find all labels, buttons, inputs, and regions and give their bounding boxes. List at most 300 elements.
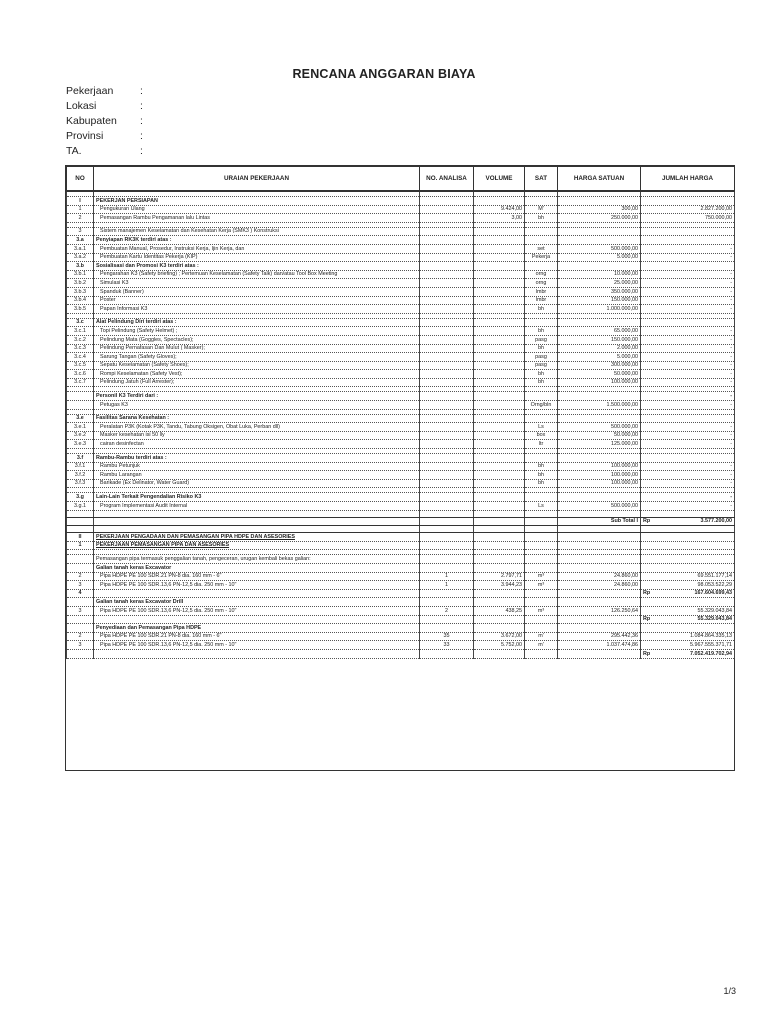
table-row [67,205,735,214]
cell-uraian: Papan Informasi K3 [94,305,420,314]
cell-volume: 3.944,23 [474,581,525,590]
table-header [67,167,735,192]
cell-jumlah [641,414,735,423]
cell-no [67,624,94,633]
cell-volume [474,370,525,379]
cell-sat: m³ [525,572,558,581]
cell-jumlah [641,589,735,598]
cell-sat: pasg [525,353,558,362]
cell-uraian: Pembuatan Manual, Prosedur, Instruksi Kerja, Ijin Kerja, dan [94,244,420,253]
col-harga-satuan: HARGA SATUAN [558,167,641,192]
cell-no [67,615,94,624]
cell-harga [558,197,641,206]
cell-harga [558,589,641,598]
cell-uraian: Alat Pelindung Diri terdiri atas : [94,318,420,327]
table-row [67,236,735,245]
cell-no: 3.c.6 [67,370,94,379]
cell-volume [474,563,525,572]
cell-analisa [420,423,474,432]
cell-harga: 1.000.000,00 [558,305,641,314]
cell-uraian: Lain-Lain Terkait Pengendalian Risiko K3 [94,493,420,502]
cell-volume [474,227,525,236]
cell-harga: 500.000,00 [558,502,641,511]
cell-harga [558,493,641,502]
cell-harga: 295.442,36 [558,632,641,641]
amount: 7.052.419.702,94 [690,650,732,657]
cell-jumlah [641,197,735,206]
cell-harga: 500.000,00 [558,244,641,253]
table-row [67,454,735,463]
cell-uraian: Pengarahan K3 (Safety briefing) ; Pertemuan Keselamatan (Safety Talk) dan/atau Tool Box Meeting [94,270,420,279]
cell-harga: 126.250,64 [558,606,641,615]
col-uraian: URAIAN PEKERJAAN [94,167,420,192]
cell-harga: 1.500.000,00 [558,401,641,410]
amount: 167.604.699,43 [694,590,732,597]
cell-harga: 100.000,00 [558,462,641,471]
cell-volume: 3.672,00 [474,632,525,641]
cell-harga [558,541,641,550]
cell-jumlah [641,541,735,550]
cell-sat [525,318,558,327]
cell-jumlah: - [641,423,735,432]
cell-no: 3.c [67,318,94,327]
table-row [67,344,735,353]
cell-sat: bh [525,378,558,387]
cell-no: 3.f.1 [67,462,94,471]
cell-jumlah [641,624,735,633]
cell-sat: m³ [525,606,558,615]
cell-sat: m³ [525,581,558,590]
cell-sat: set [525,244,558,253]
cell-harga: 300.000,00 [558,361,641,370]
table-row [67,479,735,488]
empty-cell [67,517,94,526]
cell-harga: 50.000,00 [558,431,641,440]
table-row [67,555,735,564]
cell-harga: 250.000,00 [558,214,641,223]
cell-analisa [420,624,474,633]
table-row [67,378,735,387]
cell-volume [474,361,525,370]
cell-harga [558,563,641,572]
cell-uraian: Pipa HDPE PE 100 SDR.21 PN-8 dia. 160 mm - 6" [94,632,420,641]
cell-jumlah: - [641,253,735,262]
cell-no [67,598,94,607]
cell-harga [558,236,641,245]
col-sat: SAT [525,167,558,192]
empty-cell [67,526,94,533]
page-number: 1/3 [723,986,736,996]
cell-harga: 100.000,00 [558,471,641,480]
cell-harga: 65.000,00 [558,327,641,336]
cell-volume [474,541,525,550]
cell-sat: m' [525,632,558,641]
cell-analisa [420,227,474,236]
cell-sat [525,589,558,598]
cell-harga [558,555,641,564]
cell-jumlah [641,454,735,463]
cell-jumlah [641,563,735,572]
cell-uraian: Galian tanah keras Excavator Drill [94,598,420,607]
table-row [67,431,735,440]
table-row [67,533,735,542]
cell-sat: bh [525,305,558,314]
subtotal-label: Sub Total I [558,517,641,526]
cell-analisa [420,649,474,658]
cell-analisa [420,392,474,401]
cell-analisa [420,327,474,336]
amount: 3.577.200,00 [700,518,732,525]
cell-volume: 3,00 [474,214,525,223]
cell-harga [558,533,641,542]
cell-analisa [420,615,474,624]
cell-uraian: Rambu-Rambu terdiri atas : [94,454,420,463]
empty-cell [67,510,94,517]
cell-volume [474,479,525,488]
cell-jumlah: - [641,327,735,336]
page-title: RENCANA ANGGARAN BIAYA [292,67,476,81]
cell-volume [474,471,525,480]
table-row [67,502,735,511]
cell-uraian [94,589,420,598]
table-row [67,581,735,590]
cell-volume [474,502,525,511]
cell-uraian [94,649,420,658]
empty-cell [525,526,558,533]
cell-uraian: Sepatu Keselamatan (Safety Shoes); [94,361,420,370]
cell-analisa: 1 [420,572,474,581]
table-row [67,227,735,236]
cell-no: 3.e [67,414,94,423]
cell-sat [525,493,558,502]
empty-cell [641,526,735,533]
cell-no: 3.c.4 [67,353,94,362]
cell-sat: pasg [525,361,558,370]
cell-analisa [420,262,474,271]
cell-harga: 24.860,00 [558,581,641,590]
cell-sat: bh [525,462,558,471]
cell-jumlah: 69.551.177,14 [641,572,735,581]
cell-uraian: Topi Pelindung (Safety Helmet) ; [94,327,420,336]
cell-jumlah [641,236,735,245]
cell-analisa [420,493,474,502]
cell-no: 3.c.5 [67,361,94,370]
cell-analisa [420,197,474,206]
cell-sat: bh [525,479,558,488]
cell-harga [558,392,641,401]
cell-no [67,392,94,401]
cell-analisa [420,598,474,607]
cell-uraian: Rambu Petunjuk [94,462,420,471]
table-row [67,244,735,253]
cell-jumlah: - [641,287,735,296]
cell-jumlah: - [641,401,735,410]
cell-sat: Ls [525,423,558,432]
cell-harga: 100.000,00 [558,479,641,488]
cell-sat [525,598,558,607]
meta-label: TA. [66,145,82,157]
cell-volume [474,378,525,387]
cell-sat: box [525,431,558,440]
cell-harga [558,414,641,423]
cell-sat: bh [525,370,558,379]
cell-volume [474,414,525,423]
cell-uraian: PEKERJAN PERSIAPAN [94,197,420,206]
table-row [67,624,735,633]
cell-sat: M' [525,205,558,214]
cell-harga: 2.000,00 [558,344,641,353]
amount: 55.329.043,84 [697,616,732,623]
cell-analisa [420,479,474,488]
cell-no: II [67,533,94,542]
meta-field [66,84,143,99]
cell-harga [558,598,641,607]
cell-volume [474,462,525,471]
cell-sat: bh [525,327,558,336]
cell-volume [474,236,525,245]
cell-volume: 2.797,71 [474,572,525,581]
meta-field [66,144,143,159]
project-meta [66,84,143,159]
cell-jumlah: - [641,440,735,449]
table-row [67,598,735,607]
cell-harga: 300,00 [558,205,641,214]
cell-volume [474,253,525,262]
cell-no: 3.g [67,493,94,502]
table-row [67,361,735,370]
cell-uraian: Pelindung Mata (Goggles, Spectacles); [94,335,420,344]
meta-label: Pekerjaan [66,85,114,97]
cell-uraian: Rambu Larangan [94,471,420,480]
table-row [67,392,735,401]
meta-separator: : [140,100,143,112]
cell-no: 3.c.7 [67,378,94,387]
cell-analisa [420,236,474,245]
cell-uraian: Pipa HDPE PE 100 SDR.13,6 PN-12,5 dia. 250 mm - 10" [94,581,420,590]
cell-uraian: Fasilitas Sarana Kesehatan : [94,414,420,423]
cell-no: 3.c.2 [67,335,94,344]
cell-analisa [420,378,474,387]
cell-no [67,401,94,410]
table-row [67,615,735,624]
cell-no: 2 [67,214,94,223]
cell-no: 3 [67,581,94,590]
cell-sat: pasg [525,335,558,344]
cell-no: 3.b.5 [67,305,94,314]
cell-no: 3.b [67,262,94,271]
cell-harga: 5.000,00 [558,253,641,262]
cell-jumlah: 98.053.522,29 [641,581,735,590]
cell-no: 3.f.2 [67,471,94,480]
col-jumlah-harga: JUMLAH HARGA [641,167,735,192]
cell-no: 3.e.2 [67,431,94,440]
cell-jumlah [641,598,735,607]
meta-separator: : [140,145,143,157]
table-row [67,606,735,615]
cell-jumlah: - [641,361,735,370]
table-row [67,589,735,598]
empty-cell [94,517,420,526]
cell-harga: 24.860,00 [558,572,641,581]
cell-jumlah: - [641,462,735,471]
table-row [67,541,735,550]
empty-cell [525,517,558,526]
cell-jumlah [641,649,735,658]
table-row [67,270,735,279]
cell-volume [474,440,525,449]
cell-volume [474,401,525,410]
cell-sat [525,533,558,542]
cell-jumlah [641,227,735,236]
table-row [67,335,735,344]
cell-volume [474,270,525,279]
cell-sat [525,454,558,463]
empty-cell [420,517,474,526]
cell-volume [474,615,525,624]
cell-jumlah: - [641,392,735,401]
table-row [67,423,735,432]
cell-volume [474,262,525,271]
cell-uraian: PEKERJAAN PENGADAAN DAN PEMASANGAN PIPA HDPE DAN ASESORIES [94,533,420,542]
cell-volume: 9.424,00 [474,205,525,214]
cell-analisa [420,440,474,449]
cell-jumlah: - [641,378,735,387]
table-row [67,401,735,410]
cell-analisa [420,335,474,344]
cell-jumlah: - [641,335,735,344]
cell-no: 3.b.2 [67,279,94,288]
cell-uraian: Sarung Tangan (Safety Gloves); [94,353,420,362]
cell-jumlah [641,533,735,542]
cell-no [67,555,94,564]
empty-cell [94,526,420,533]
table-row [67,563,735,572]
empty-cell [420,510,474,517]
cell-uraian: Pipa HDPE PE 100 SDR.21 PN-8 dia. 160 mm - 6" [94,572,420,581]
cell-volume [474,598,525,607]
cell-uraian: Simulasi K3 [94,279,420,288]
cell-jumlah: 2.827.200,00 [641,205,735,214]
cell-uraian: Galian tanah keras Excavator [94,563,420,572]
table-row [67,214,735,223]
cell-uraian: Sistem manajemen Keselamatan dan Kesehatan Kerja (SMK3 ) Konstruksi [94,227,420,236]
cell-jumlah: - [641,296,735,305]
empty-cell [420,526,474,533]
cell-no: I [67,197,94,206]
spacer-row [67,526,735,533]
cell-volume [474,533,525,542]
table-row [67,632,735,641]
table-row [67,279,735,288]
cell-jumlah: - [641,344,735,353]
currency: Rp [643,518,651,525]
cell-harga: 500.000,00 [558,423,641,432]
cell-harga: 1.037.474,86 [558,641,641,650]
cell-uraian: Pembuatan Kartu Identitas Pekerja (KIP) [94,253,420,262]
cell-jumlah: - [641,270,735,279]
cell-jumlah: - [641,493,735,502]
cell-volume [474,344,525,353]
cell-volume [474,279,525,288]
cell-volume [474,493,525,502]
subtotal-row [67,517,735,526]
cell-uraian [94,615,420,624]
cell-jumlah: - [641,370,735,379]
cell-uraian: Petugas K3 [94,401,420,410]
cell-volume [474,454,525,463]
cell-analisa [420,214,474,223]
cell-uraian: Pemasangan pipa termasuk penggalian tanah, pengeceran, urugan kembali bekas galian: [94,555,420,564]
cell-harga [558,227,641,236]
cell-analisa [420,244,474,253]
subtotal-value [641,517,735,526]
meta-separator: : [140,130,143,142]
col-no: NO [67,167,94,192]
meta-field [66,99,143,114]
cell-jumlah: 1.084.864.335,13 [641,632,735,641]
cell-analisa [420,541,474,550]
cell-jumlah [641,318,735,327]
cell-analisa [420,414,474,423]
cell-no: 3.c.1 [67,327,94,336]
cell-sat [525,649,558,658]
cell-uraian: PEKERJAAN PEMASANGAN PIPA DAN ASESORIES [94,541,420,550]
cell-sat: lmbr [525,287,558,296]
cell-no [67,563,94,572]
table-row [67,649,735,658]
table-row [67,353,735,362]
cell-volume [474,197,525,206]
cell-sat [525,197,558,206]
cell-sat [525,227,558,236]
cell-uraian: Personil K3 Terdiri dari : [94,392,420,401]
cell-volume [474,649,525,658]
cell-uraian: cairan desinfectan [94,440,420,449]
cell-jumlah: - [641,305,735,314]
cell-no: 3 [67,606,94,615]
cell-uraian: Sosialisasi dan Promosi K3 terdiri atas : [94,262,420,271]
cell-sat: ltr [525,440,558,449]
cell-no: 3.b.3 [67,287,94,296]
table-row [67,327,735,336]
cell-analisa [420,353,474,362]
table-row [67,287,735,296]
cell-analisa [420,589,474,598]
cell-sat: bh [525,344,558,353]
cell-sat [525,555,558,564]
cell-jumlah: - [641,279,735,288]
empty-cell [641,510,735,517]
table-row [67,572,735,581]
cell-harga: 150.000,00 [558,296,641,305]
cell-volume [474,287,525,296]
cell-no: 3.b.1 [67,270,94,279]
cell-volume [474,327,525,336]
cell-sat [525,392,558,401]
cell-analisa [420,533,474,542]
cell-jumlah [641,615,735,624]
meta-field [66,129,143,144]
cell-sat [525,236,558,245]
cell-jumlah: 55.329.043,84 [641,606,735,615]
cell-no: 3.b.4 [67,296,94,305]
cell-volume [474,244,525,253]
spacer-row [67,510,735,517]
cell-harga: 50.000,00 [558,370,641,379]
cell-uraian: Peralatan P3K (Kotak P3K, Tandu, Tabung Oksigen, Obat Luka, Perban dll) [94,423,420,432]
cell-volume [474,335,525,344]
cell-jumlah: - [641,244,735,253]
